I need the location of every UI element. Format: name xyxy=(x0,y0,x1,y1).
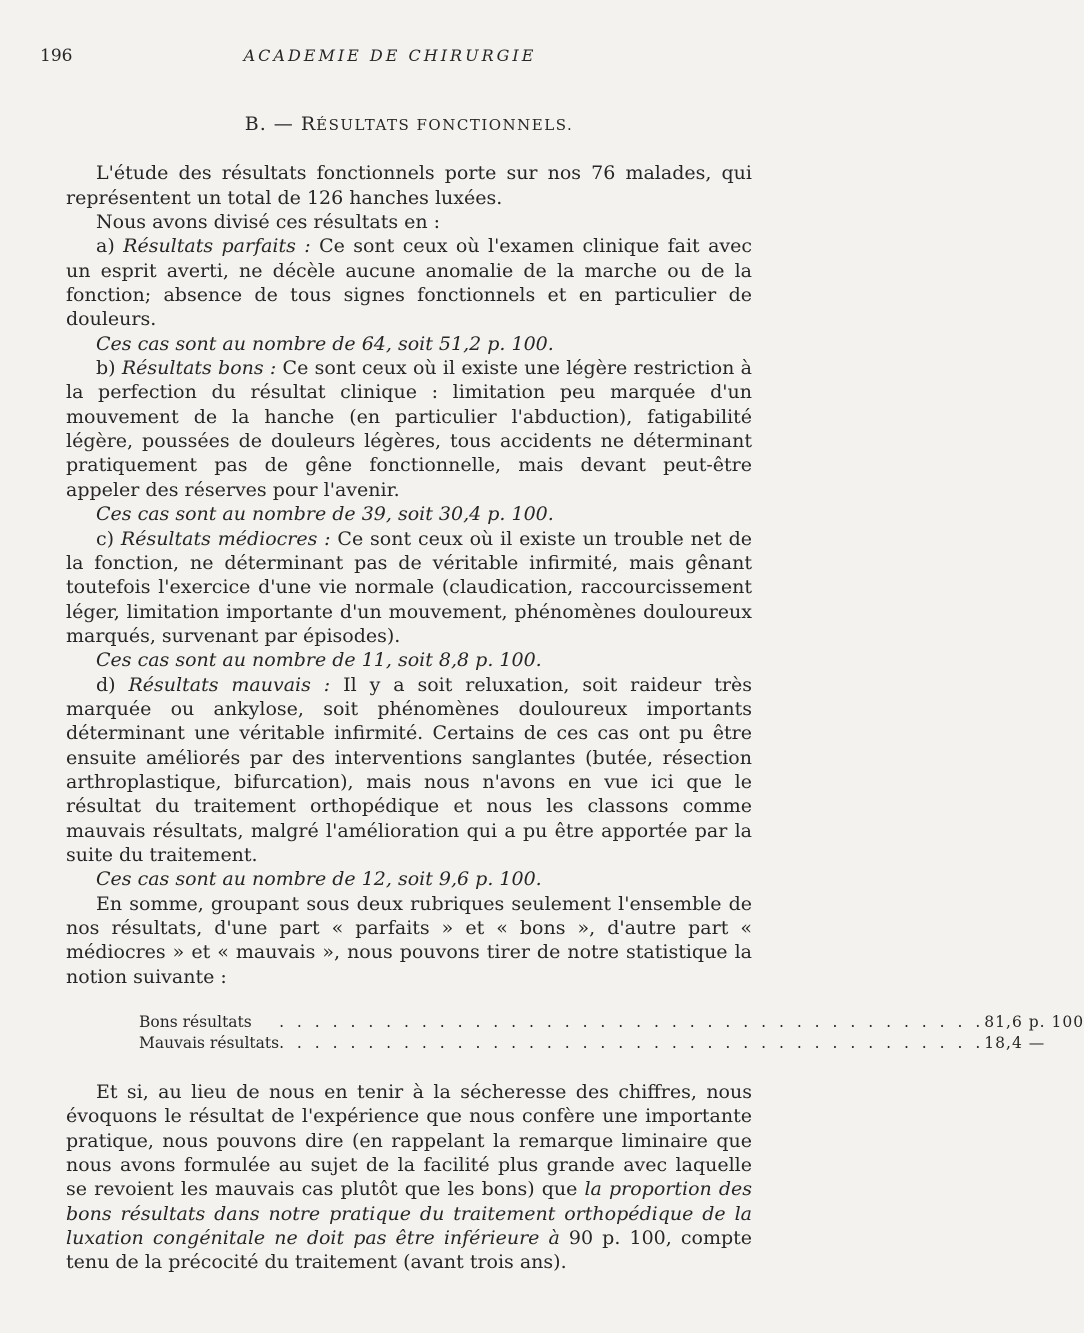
category-a-title: Résultats parfaits : xyxy=(123,235,311,258)
conclusion-end: 90 p. 100, compte tenu de la précocité du traitement (avant trois ans). xyxy=(66,1227,753,1274)
leader-dots: . . . . . . . . . . . . . . . . . . . . . . . . . . . . . . . . . . . . . . . . xyxy=(279,1013,985,1032)
intro-division: Nous avons divisé ces résultats en : xyxy=(96,211,441,234)
section-title-rest: ÉSULTATS FONCTIONNELS. xyxy=(316,116,574,134)
category-c-title: Résultats médiocres : xyxy=(120,527,331,550)
section-letter: B. — xyxy=(244,113,301,135)
category-c-text: Ce sont ceux où il existe un trouble net de la fonction, ne déterminant pas de véritable infirmité, mais gênant toutefois l'exercice d'une vie normale (claudication, raccourcissement léger, limitation importante d'un mouvement, phénomènes douloureux marqués, survenant par épisodes). xyxy=(66,527,752,647)
category-a-text: Ce sont ceux où l'examen clinique fait avec un esprit averti, ne décèle aucune anomalie de la marche ou de la fonction; absence de tous signes fonctionnels et en particulier de douleurs. xyxy=(66,235,753,331)
category-d-prefix: d) xyxy=(96,673,129,696)
section-title-cap: R xyxy=(300,113,317,135)
summary-paragraph: En somme, groupant sous deux rubriques seulement l'ensemble de nos résultats, d'une part « parfaits » et « bons », d'autre part « médiocres » et « mauvais », nous pouvons tirer de notre statistique la notion suivante : xyxy=(66,892,752,988)
category-d-title: Résultats mauvais : xyxy=(128,673,331,696)
stat-label: Mauvais résultats xyxy=(139,1034,280,1053)
stat-value: 81,6 p. 100 xyxy=(984,1013,1084,1032)
table-row xyxy=(139,1033,1084,1054)
table-row xyxy=(139,1012,1084,1033)
results-summary-table xyxy=(139,1012,1084,1054)
category-b-count: Ces cas sont au nombre de 39, soit 30,4 p. 100. xyxy=(96,503,554,526)
stat-label: Bons résultats xyxy=(139,1013,252,1032)
stat-value: 18,4 — xyxy=(984,1034,1046,1053)
intro-paragraph: L'étude des résultats fonctionnels porte sur nos 76 malades, qui représentent un total de 126 hanches luxées. xyxy=(66,162,752,209)
category-c-paragraph xyxy=(66,527,752,649)
category-d-text: Il y a soit reluxation, soit raideur très marquée ou ankylose, soit phénomènes douloureux importants déterminant une véritable infirmité. Certains de ces cas ont pu être ensuite améliorés par des interventions sanglantes (butée, résection arthroplastique, bifurcation), mais nous n'avons en vue ici que le résultat du traitement orthopédique et nous les classons comme mauvais résultats, malgré l'amélioration qui a pu être apportée par la suite du traitement. xyxy=(66,673,752,866)
section-title xyxy=(66,112,752,137)
page-number: 196 xyxy=(40,46,73,66)
category-b-title: Résultats bons : xyxy=(121,357,277,380)
leader-dots: . . . . . . . . . . . . . . . . . . . . . . . . . . . . . . . . . . . . . . . . xyxy=(279,1034,985,1053)
body-text xyxy=(66,112,1084,1275)
conclusion-start: Et si, au lieu de nous en tenir à la sécheresse des chiffres, nous évoquons le résultat de l'expérience que nous confère une importante pratique, nous pouvons dire (en rappelant la remarque liminaire que nous avons formulée au sujet de la facilité plus grande avec laquelle se revoient les mauvais cas plutôt que les bons) que xyxy=(66,1081,752,1201)
category-c-count: Ces cas sont au nombre de 11, soit 8,8 p. 100. xyxy=(96,649,542,672)
category-a-prefix: a) xyxy=(96,235,124,258)
category-a-count: Ces cas sont au nombre de 64, soit 51,2 p. 100. xyxy=(96,332,554,355)
conclusion-paragraph xyxy=(66,1080,752,1275)
category-d-count: Ces cas sont au nombre de 12, soit 9,6 p. 100. xyxy=(96,868,542,891)
category-b-paragraph xyxy=(66,356,752,502)
page-header xyxy=(40,46,740,72)
conclusion-emphasis: la proportion des bons résultats dans notre pratique du traitement orthopédique de la luxation congénitale ne doit pas être inférieure à xyxy=(66,1178,752,1250)
category-c-prefix: c) xyxy=(96,527,121,550)
running-title: ACADEMIE DE CHIRURGIE xyxy=(243,46,537,65)
category-b-prefix: b) xyxy=(96,357,122,380)
category-d-paragraph xyxy=(66,673,752,868)
category-a-paragraph xyxy=(66,234,752,331)
category-b-text: Ce sont ceux où il existe une légère restriction à la perfection du résultat clinique : limitation peu marquée d'un mouvement de la hanche (en particulier l'abduction), fatigabilité légère, poussées de douleurs légères, tous accidents ne déterminant pratiquement pas de gêne fonctionnelle, mais devant peut-être appeler des réserves pour l'avenir. xyxy=(66,357,752,501)
